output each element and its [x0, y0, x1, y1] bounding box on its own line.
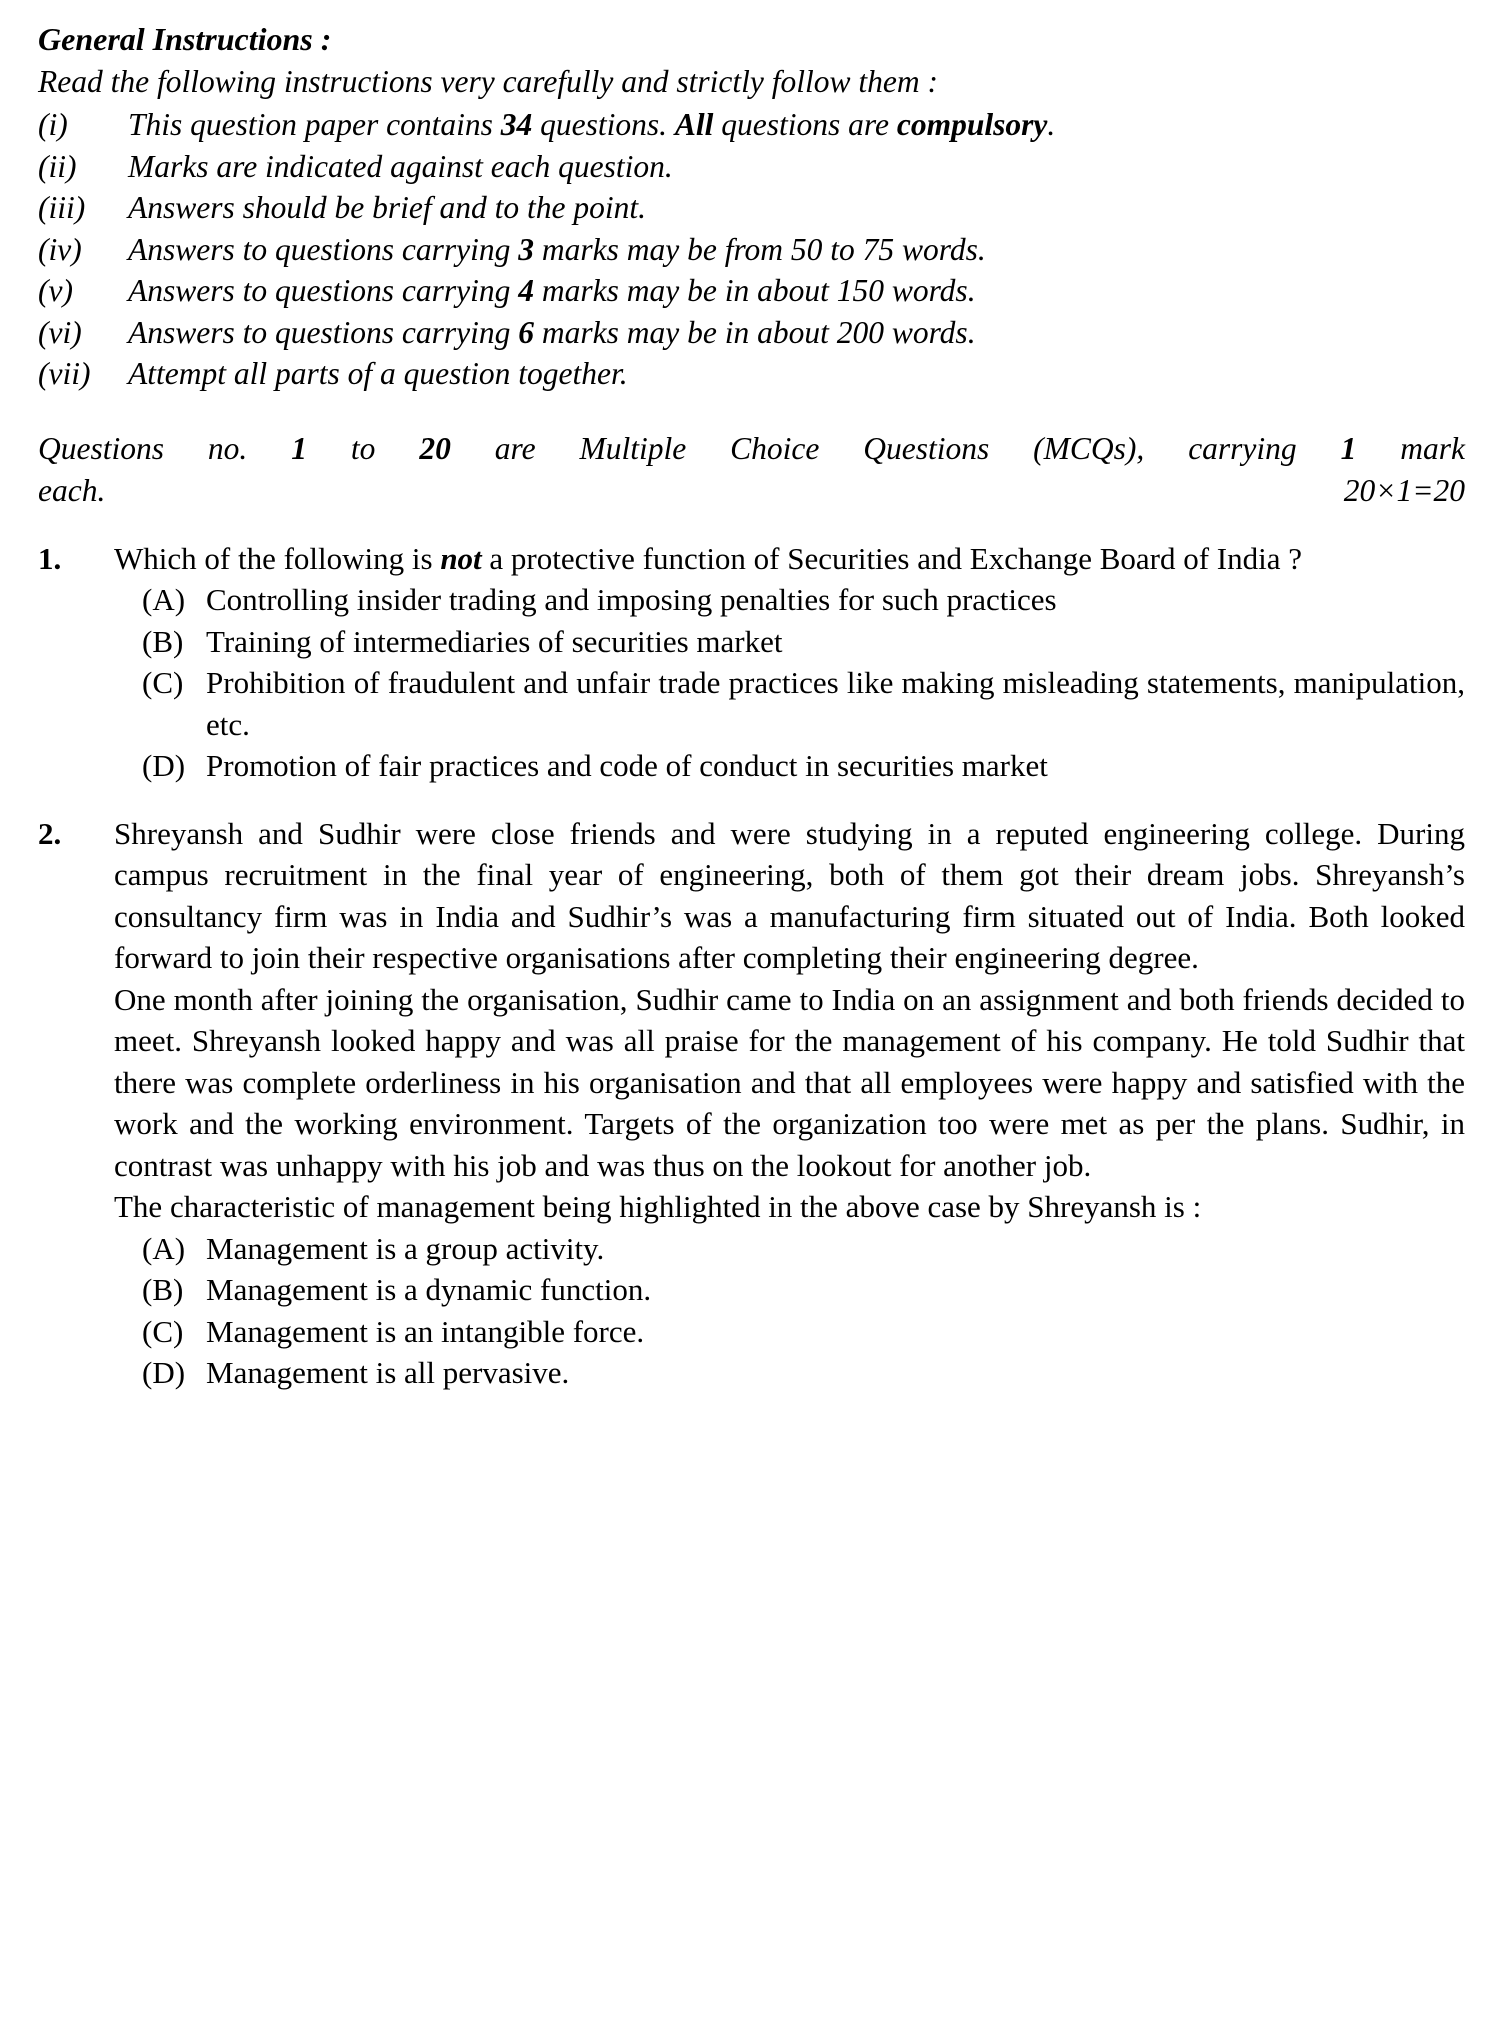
instruction-number: (v) [38, 273, 73, 308]
instruction-text [128, 229, 1465, 271]
case-question-prompt: The characteristic of management being highlighted in the above case by Shreyansh is : [114, 1189, 1202, 1224]
mcq-section-note [38, 428, 1465, 512]
instruction-text-pre: This question paper contains [128, 107, 501, 142]
general-instructions-title: General Instructions : [38, 21, 332, 57]
instruction-text-mid: questions. [532, 107, 675, 142]
option-key: (C) [142, 1313, 184, 1349]
question-stem-pre: Which of the following is [114, 540, 441, 576]
instruction-text: Marks are indicated against each question. [128, 148, 673, 184]
mcq-note-mid2: are Multiple Choice Questions (MCQs), carrying [450, 430, 1341, 466]
option-label: Management is an intangible force. [206, 1313, 645, 1349]
instruction-item-iv [38, 229, 1465, 271]
instruction-text-mid2: questions are [713, 107, 897, 142]
mcq-note-line-1 [38, 428, 1465, 470]
case-paragraph-1: Shreyansh and Sudhir were close friends and were studying in a reputed engineering college. During campus recruitment in the final year of engineering, both of them got their dream jobs. Shreyansh’s consultancy firm was in India and Sudhir’s was a manufacturing firm situated out of India. Both looked forward to join their respective organisations after completing their engineering degree. [114, 815, 1465, 975]
option-label: Management is a group activity. [206, 1230, 605, 1266]
option-label: Training of intermediaries of securities market [206, 623, 783, 659]
instruction-text-mid: marks may be in about 200 words. [534, 314, 976, 350]
option-key: (D) [142, 1355, 186, 1390]
option-key: (A) [142, 582, 186, 617]
option-a[interactable] [114, 1228, 1465, 1270]
instruction-item-i [38, 104, 1465, 146]
instruction-number: (vii) [38, 356, 91, 391]
option-key: (A) [142, 1230, 186, 1266]
option-d[interactable] [114, 1352, 1465, 1394]
instruction-text: Attempt all parts of a question together. [128, 356, 628, 391]
question-body [114, 538, 1465, 787]
option-a[interactable] [114, 579, 1465, 621]
option-key: (C) [142, 665, 184, 700]
instruction-text: Answers should be brief and to the point. [128, 190, 646, 225]
instruction-item-vii [38, 353, 1465, 395]
instruction-text [128, 312, 1465, 354]
instruction-text-post: . [1047, 107, 1056, 142]
instruction-number: (iv) [38, 231, 82, 267]
mcq-note-each: each. [38, 472, 106, 508]
mcq-note-mark-value: 1 [1340, 430, 1357, 466]
marks-allocation: 20×1=20 [1343, 472, 1465, 508]
option-c[interactable] [114, 1311, 1465, 1353]
instruction-number: (i) [38, 107, 68, 142]
instruction-emph-1: 4 [518, 273, 534, 308]
case-paragraph-2: One month after joining the organisation, Sudhir came to India on an assignment and both friends decided to meet. Shreyansh looked happy and was all praise for the management of his company. He told Sudhir that there was complete orderliness in his organisation and that all employees were happy and satisfied with the work and the working environment. Targets of the organization too were met as per the plans. Sudhir, in contrast was unhappy with his job and was thus on the lookout for another job. [114, 981, 1465, 1183]
question-stem-post: a protective function of Securities and Exchange Board of India ? [481, 540, 1303, 576]
instruction-emph-1: 6 [518, 314, 534, 350]
option-key: (D) [142, 748, 186, 783]
instruction-emph-1: 34 [500, 107, 533, 142]
instruction-text-pre: Answers to questions carrying [128, 273, 519, 308]
instruction-emph-1: 3 [518, 231, 534, 267]
instruction-text [128, 270, 1465, 312]
instruction-emph-2: All [674, 107, 714, 142]
mcq-note-post: mark [1356, 430, 1465, 466]
general-instructions-lead: Read the following instructions very carefully and strictly follow them : [38, 64, 938, 99]
option-label: Management is all pervasive. [206, 1355, 570, 1390]
option-b[interactable] [114, 621, 1465, 663]
instruction-text-mid: marks may be from 50 to 75 words. [534, 231, 986, 267]
instruction-item-ii [38, 146, 1465, 188]
instruction-text [128, 104, 1465, 146]
option-c[interactable] [114, 662, 1465, 745]
instruction-emph-3: compulsory [896, 107, 1048, 142]
option-list [114, 1228, 1465, 1394]
instruction-number: (iii) [38, 190, 86, 225]
option-key: (B) [142, 1272, 184, 1307]
option-list [114, 579, 1465, 787]
instruction-text-pre: Answers to questions carrying [128, 314, 519, 350]
question-stem-emph: not [440, 540, 482, 576]
mcq-note-pre: Questions no. [38, 430, 292, 466]
instruction-item-iii [38, 187, 1465, 229]
instruction-item-vi [38, 312, 1465, 354]
instruction-number: (ii) [38, 148, 77, 184]
option-label: Prohibition of fraudulent and unfair trade practices like making misleading statements, manipulation, etc. [206, 665, 1465, 742]
instruction-text-pre: Answers to questions carrying [128, 231, 519, 267]
question-number: 1. [38, 540, 62, 576]
mcq-note-line-2 [38, 470, 1465, 512]
instruction-text-mid: marks may be in about 150 words. [534, 273, 976, 308]
option-label: Controlling insider trading and imposing penalties for such practices [206, 582, 1057, 617]
option-key: (B) [142, 623, 184, 659]
question-body [114, 813, 1465, 1394]
option-label: Management is a dynamic function. [206, 1272, 652, 1307]
mcq-note-to: 20 [419, 430, 451, 466]
option-label: Promotion of fair practices and code of conduct in securities market [206, 748, 1048, 783]
option-d[interactable] [114, 745, 1465, 787]
option-b[interactable] [114, 1269, 1465, 1311]
general-instructions-section [38, 18, 1465, 395]
mcq-note-from: 1 [291, 430, 307, 466]
question-number: 2. [38, 815, 62, 851]
mcq-note-mid: to [306, 430, 420, 466]
question-2 [38, 813, 1465, 1394]
instruction-item-v [38, 270, 1465, 312]
question-stem [114, 538, 1465, 580]
instruction-number: (vi) [38, 314, 82, 350]
question-1 [38, 538, 1465, 787]
